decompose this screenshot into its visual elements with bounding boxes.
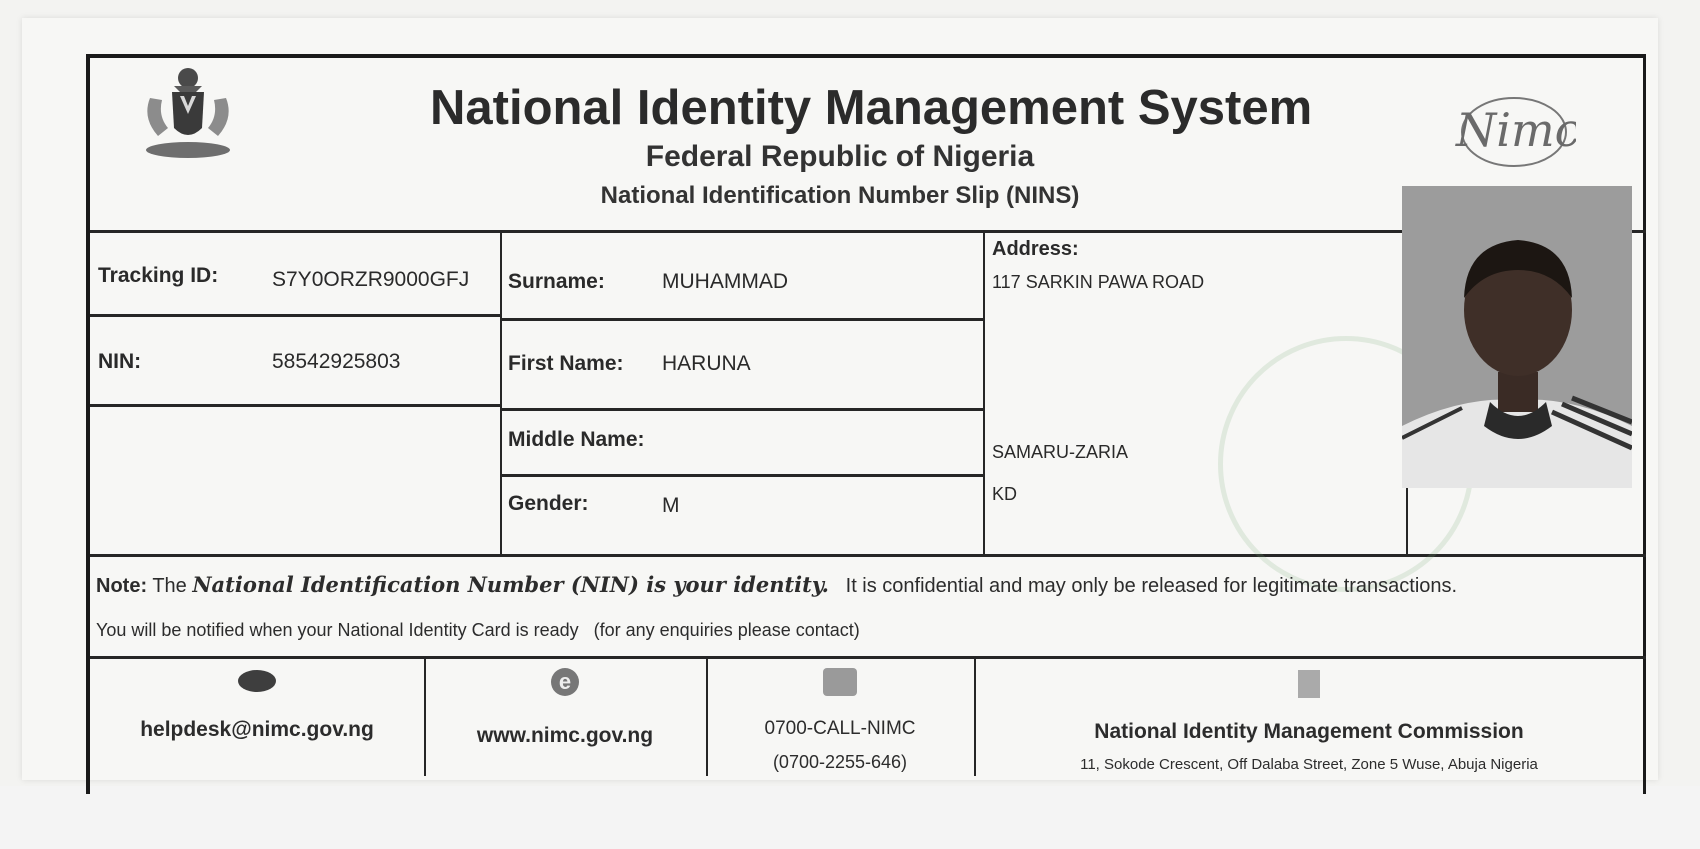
contact-website-cell <box>424 664 706 748</box>
country-subtitle: Federal Republic of Nigeria <box>645 140 1035 173</box>
surname-label: Surname: <box>508 270 605 293</box>
middle-name-label: Middle Name: <box>508 428 645 451</box>
holder-photo <box>1402 186 1632 488</box>
note-rest: It is confidential and may only be released for legitimate transactions. <box>845 575 1458 597</box>
row-divider-mid-3 <box>500 474 983 477</box>
contact-org-name: National Identity Management Commission <box>1094 720 1524 743</box>
first-name-label: First Name: <box>508 352 624 375</box>
contact-org-address: 11, Sokode Crescent, Off Dalaba Street, Zone 5 Wuse, Abuja Nigeria <box>1080 756 1538 773</box>
contact-phone-numeric: (0700-2255-646) <box>772 752 908 772</box>
document-name: National Identification Number Slip (NINS) <box>600 182 1080 209</box>
note-line-2-text: You will be notified when your National Identity Card is ready <box>96 620 579 640</box>
page-title: National Identity Management System <box>430 81 1313 135</box>
address-line-1: 117 SARKIN PAWA ROAD <box>992 272 1205 292</box>
mouse-icon <box>238 670 276 692</box>
svg-text:Nimc: Nimc <box>1456 103 1576 157</box>
building-icon <box>1298 670 1320 698</box>
address-label: Address: <box>992 238 1079 260</box>
contact-website: www.nimc.gov.ng <box>476 724 654 747</box>
row-divider-left-2 <box>90 404 500 407</box>
note-line-2-paren: (for any enquiries please contact) <box>593 620 860 640</box>
col-divider-1 <box>500 230 502 554</box>
col-divider-2 <box>983 230 985 554</box>
surname-value: MUHAMMAD <box>662 270 788 293</box>
note-emphasis: National Identification Number (NIN) is your identity. <box>192 572 829 597</box>
note-line-2 <box>96 620 860 641</box>
contact-phone-cell <box>706 664 974 773</box>
tracking-id-value: S7Y0ORZR9000GFJ <box>272 268 470 291</box>
address-line-2: SAMARU-ZARIA <box>992 442 1129 462</box>
gender-value: M <box>662 494 680 517</box>
contact-org-cell <box>974 664 1644 773</box>
address-line-3: KD <box>992 484 1018 504</box>
note-the: The <box>152 575 187 597</box>
note-line-1 <box>96 572 1457 598</box>
contact-phone: 0700-CALL-NIMC <box>764 718 916 739</box>
phone-icon <box>823 668 857 696</box>
note-prefix: Note: <box>96 575 148 597</box>
nin-label: NIN: <box>98 350 142 373</box>
row-divider-left-1 <box>90 314 500 317</box>
first-name-value: HARUNA <box>662 352 751 375</box>
contact-email-cell <box>90 664 424 742</box>
gender-label: Gender: <box>508 492 589 515</box>
background-below-sheet <box>0 786 1700 849</box>
contact-email: helpdesk@nimc.gov.ng <box>140 718 374 741</box>
tracking-id-label: Tracking ID: <box>98 264 219 287</box>
row-divider-mid-2 <box>500 408 983 411</box>
row-divider-mid-1 <box>500 318 983 321</box>
nin-value: 58542925803 <box>272 350 401 373</box>
browser-icon: e <box>551 668 579 696</box>
contacts-top-divider <box>90 656 1646 659</box>
